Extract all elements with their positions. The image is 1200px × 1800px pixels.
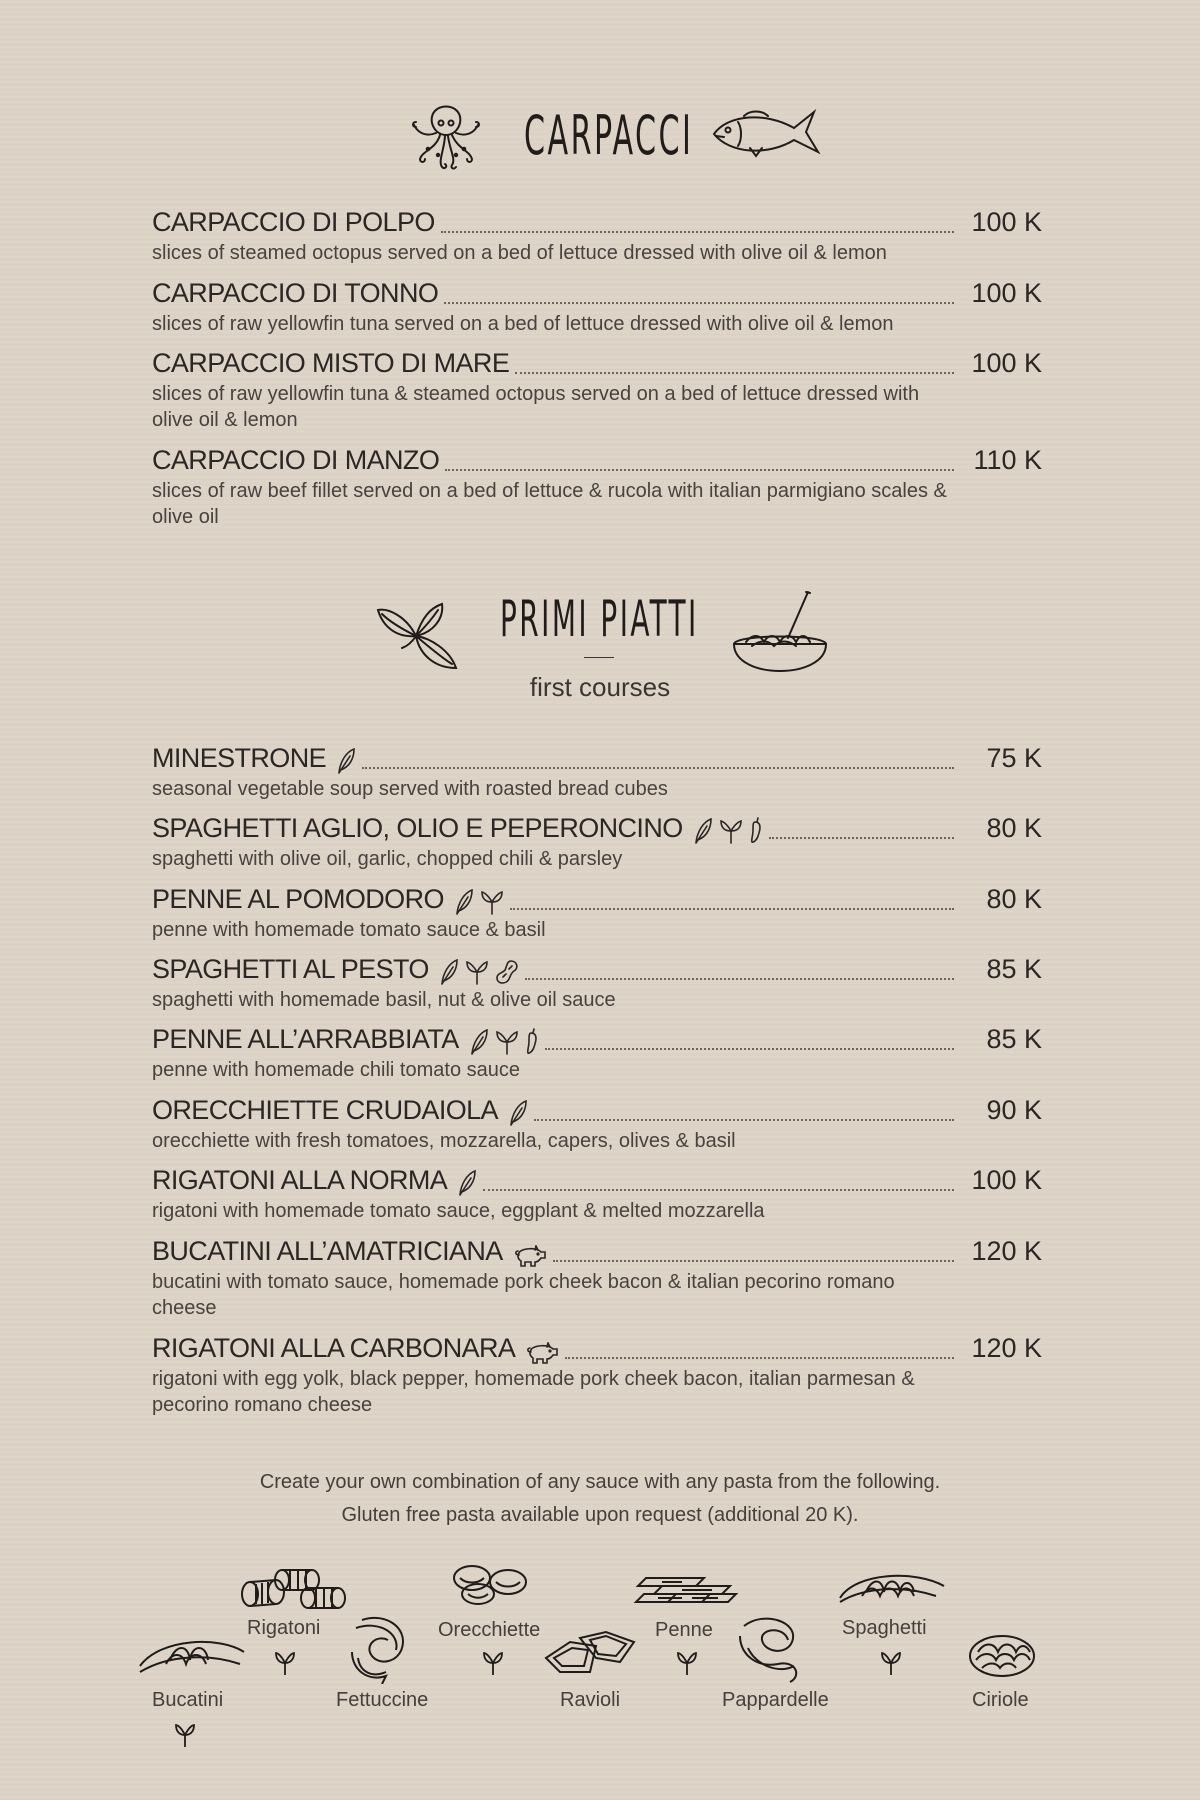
pasta-label-spaghetti: Spaghetti (842, 1617, 927, 1639)
primi-item (152, 1235, 1042, 1321)
item-price: 100 K (971, 278, 1042, 308)
item-description: slices of steamed octopus served on a bed of lettuce dressed with olive oil & lemon (152, 242, 887, 264)
pappardelle-icon (734, 1612, 806, 1684)
dot-leader (441, 230, 954, 233)
item-description: slices of raw beef fillet served on a bed of lettuce & rucola with italian parmigiano scales & olive oil (152, 480, 947, 528)
item-price: 120 K (971, 1333, 1042, 1363)
item-description: penne with homemade tomato sauce & basil (152, 919, 546, 941)
subtitle-dash (584, 657, 614, 658)
item-name: BUCATINI ALL’AMATRICIANA (152, 1236, 503, 1266)
pasta-label-pappardelle: Pappardelle (722, 1689, 829, 1711)
dot-leader (483, 1188, 954, 1191)
carpacci-title: CARPACCI (524, 104, 694, 167)
sprout-icon (480, 889, 504, 915)
pasta-label-ciriole: Ciriole (972, 1689, 1029, 1711)
leaf-icon (439, 959, 459, 985)
primi-title: PRIMI PIATTI (500, 590, 699, 648)
primi-item (152, 883, 1042, 943)
item-price: 85 K (986, 1024, 1042, 1054)
item-name: SPAGHETTI AGLIO, OLIO E PEPERONCINO (152, 813, 683, 843)
leaf-icon (508, 1100, 528, 1126)
leaf-icon (457, 1170, 477, 1196)
chili-icon (749, 816, 763, 844)
item-price: 80 K (986, 884, 1042, 914)
item-price: 100 K (971, 348, 1042, 378)
dietary-tags (508, 1098, 528, 1126)
item-name: CARPACCIO DI POLPO (152, 207, 435, 237)
ravioli-icon (540, 1628, 640, 1676)
item-name: RIGATONI ALLA NORMA (152, 1165, 448, 1195)
dot-leader (510, 907, 954, 910)
dot-leader (565, 1356, 954, 1359)
sprout-icon (274, 1650, 296, 1676)
dietary-tags (693, 816, 763, 844)
dietary-tags (469, 1027, 539, 1055)
sprout-icon (482, 1650, 504, 1676)
item-description: rigatoni with homemade tomato sauce, eggplant & melted mozzarella (152, 1200, 765, 1222)
item-price: 80 K (986, 813, 1042, 843)
item-name: PENNE AL POMODORO (152, 884, 444, 914)
peanut-icon (495, 959, 519, 985)
sprout-icon (465, 959, 489, 985)
ciriole-icon (966, 1630, 1040, 1680)
carpacci-item (152, 444, 1042, 530)
leaf-icon (454, 889, 474, 915)
pig-icon (513, 1245, 547, 1267)
dietary-tags (336, 746, 356, 774)
item-name: SPAGHETTI AL PESTO (152, 954, 429, 984)
pig-icon (525, 1342, 559, 1364)
pasta-label-fettuccine: Fettuccine (336, 1689, 429, 1711)
basil-icon (376, 602, 460, 672)
leaf-icon (469, 1029, 489, 1055)
dietary-tags (525, 1336, 559, 1364)
primi-item (152, 1164, 1042, 1224)
item-description: penne with homemade chili tomato sauce (152, 1059, 520, 1081)
dot-leader (445, 468, 954, 471)
item-description: rigatoni with egg yolk, black pepper, homemade pork cheek bacon, italian parmesan & pecorino romano cheese (152, 1368, 915, 1416)
item-price: 90 K (986, 1095, 1042, 1125)
spaghetti-icon (836, 1566, 948, 1606)
item-description: bucatini with tomato sauce, homemade pork cheek bacon & italian pecorino romano cheese (152, 1271, 895, 1319)
dot-leader (444, 301, 954, 304)
dietary-tags (457, 1168, 477, 1196)
item-name: PENNE ALL’ARRABBIATA (152, 1024, 459, 1054)
sprout-icon (880, 1650, 902, 1676)
dot-leader (534, 1118, 954, 1121)
item-name: RIGATONI ALLA CARBONARA (152, 1333, 516, 1363)
item-name: CARPACCIO DI TONNO (152, 278, 439, 308)
primi-item (152, 1332, 1042, 1418)
item-description: spaghetti with homemade basil, nut & olive oil sauce (152, 989, 616, 1011)
rigatoni-icon (236, 1566, 346, 1610)
combination-note: Create your own combination of any sauce with any pasta from the following. (259, 1471, 941, 1493)
sprout-icon (719, 818, 743, 844)
sprout-icon (495, 1029, 519, 1055)
item-price: 75 K (986, 743, 1042, 773)
primi-item (152, 953, 1042, 1013)
pasta-label-penne: Penne (655, 1619, 713, 1641)
item-description: orecchiette with fresh tomatoes, mozzarella, capers, olives & basil (152, 1130, 736, 1152)
item-price: 100 K (971, 1165, 1042, 1195)
leaf-icon (336, 748, 356, 774)
carpacci-item (152, 277, 1042, 337)
orecchiette-icon (450, 1562, 540, 1606)
item-name: ORECCHIETTE CRUDAIOLA (152, 1095, 498, 1125)
item-name: CARPACCIO MISTO DI MARE (152, 348, 510, 378)
dot-leader (515, 371, 954, 374)
primi-item (152, 742, 1042, 802)
fettuccine-icon (346, 1612, 416, 1684)
leaf-icon (693, 818, 713, 844)
pasta-label-rigatoni: Rigatoni (247, 1617, 321, 1639)
dietary-tags (439, 957, 519, 985)
fish-icon (710, 106, 822, 158)
pasta-label-orecchiette: Orecchiette (438, 1619, 541, 1641)
penne-icon (632, 1572, 740, 1608)
item-description: slices of raw yellowfin tuna & steamed octopus served on a bed of lettuce dressed with olive oil & lemon (152, 383, 920, 431)
sprout-icon (676, 1650, 698, 1676)
carpacci-item (152, 347, 1042, 433)
item-price: 100 K (971, 207, 1042, 237)
primi-item (152, 812, 1042, 872)
dietary-tags (454, 887, 504, 915)
item-price: 120 K (971, 1236, 1042, 1266)
dietary-tags (513, 1239, 547, 1267)
item-price: 85 K (986, 954, 1042, 984)
dot-leader (545, 1047, 954, 1050)
item-description: slices of raw yellowfin tuna served on a bed of lettuce dressed with olive oil & lemon (152, 313, 894, 335)
dot-leader (525, 977, 954, 980)
dot-leader (553, 1259, 954, 1262)
carpacci-item (152, 206, 1042, 266)
item-description: spaghetti with olive oil, garlic, chopped chili & parsley (152, 848, 623, 870)
sprout-icon (174, 1722, 196, 1748)
primi-item (152, 1023, 1042, 1083)
gluten-free-note: Gluten free pasta available upon request (additional 20 K). (341, 1504, 859, 1526)
pasta-label-bucatini: Bucatini (152, 1689, 224, 1711)
item-name: CARPACCIO DI MANZO (152, 445, 440, 475)
item-price: 110 K (973, 445, 1042, 475)
bucatini-icon (136, 1632, 248, 1676)
chili-icon (525, 1027, 539, 1055)
octopus-icon (408, 93, 484, 171)
item-name: MINESTRONE (152, 743, 327, 773)
primi-item (152, 1094, 1042, 1154)
dot-leader (769, 836, 954, 839)
item-description: seasonal vegetable soup served with roasted bread cubes (152, 778, 668, 800)
primi-subtitle: first courses (529, 672, 671, 702)
pasta-label-ravioli: Ravioli (560, 1689, 621, 1711)
dot-leader (362, 766, 954, 769)
